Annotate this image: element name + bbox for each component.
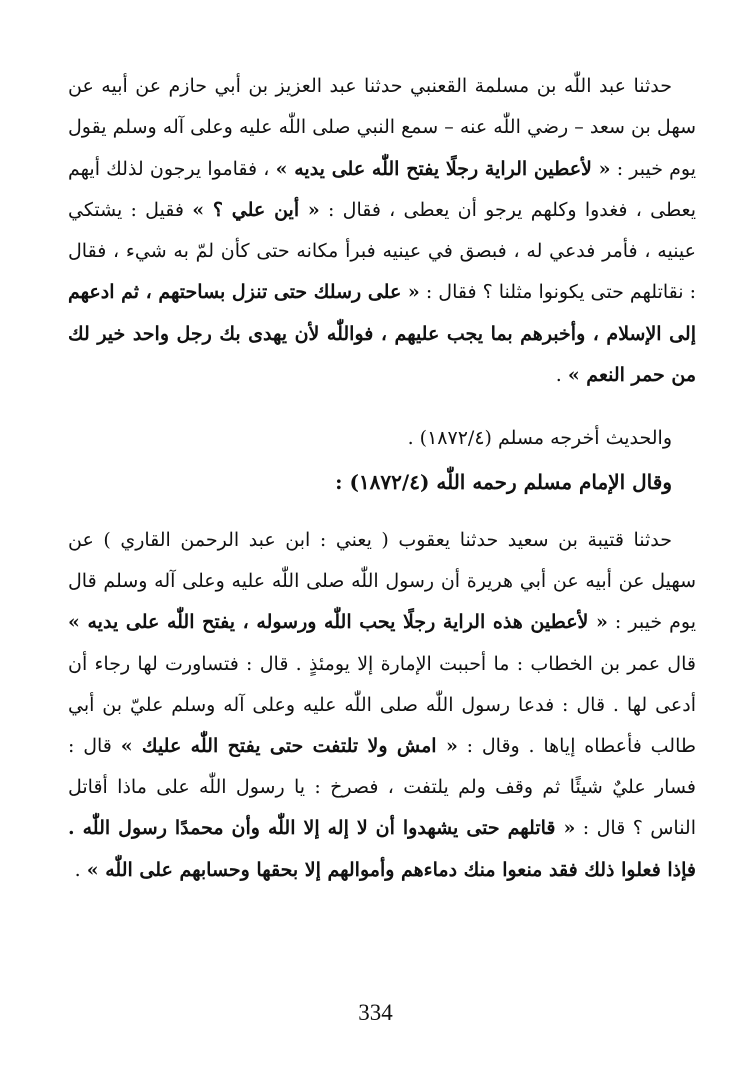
hadith-1-quote-banner: « لأعطين الراية رجلًا يفتح اللّٰه على يديه »	[275, 157, 611, 180]
hadith-1-quote-ali: « أين علي ؟ »	[192, 198, 320, 221]
hadith-1-end: .	[555, 364, 568, 387]
hadith-2-paragraph	[68, 520, 696, 891]
hadith-1-text	[68, 66, 696, 396]
page-number: 334	[358, 1000, 393, 1025]
hadith-1-paragraph	[68, 66, 696, 396]
section-heading: وقال الإمام مسلم رحمه اللّٰه (١٨٧٢/٤) :	[335, 470, 672, 494]
hadith-2-narrative-2: قال : فسار عليٌ شيئًا ثم وقف ولم يلتفت ، فصرخ : يا رسول اللّٰه على ماذا أقاتل الناس ؟ قال :	[68, 735, 696, 840]
hadith-1-reference-note: والحديث أخرجه مسلم (١٨٧٢/٤) .	[407, 427, 672, 449]
hadith-2-text	[68, 520, 696, 891]
hadith-2-quote-fight: « قاتلهم حتى يشهدوا أن لا إله إلا اللّٰه وأن محمدًا رسول اللّٰه . فإذا فعلوا ذلك فقد منعوا منك دماءهم وأموالهم إلا بحقها وحسابهم على اللّٰه »	[68, 817, 696, 881]
hadith-1-chain: حدثنا عبد اللّٰه بن مسلمة القعنبي حدثنا عبد العزيز بن أبي حازم عن أبيه عن سهل بن سعد – رضي اللّٰه عنه – سمع النبي صلى اللّٰه عليه وعلى آله وسلم يقول يوم خيبر :	[68, 75, 697, 180]
hadith-2-narrative-1: قال عمر بن الخطاب : ما أحببت الإمارة إلا يومئذٍ . قال : فتساورت لها رجاء أن أدعى لها . قال : فدعا رسول اللّٰه صلى اللّٰه عليه وعلى آله وسلم عليّ بن أبي طالب فأعطاه إياها . وقال :	[68, 652, 696, 758]
hadith-1-narrative-2: فقيل : يشتكي عينيه ، فأمر فدعي له ، فبصق في عينيه فبرأ مكانه حتى كأن لمّ به شيء ، فقال : نقاتلهم حتى يكونوا مثلنا ؟ فقال :	[68, 198, 696, 304]
hadith-2-end: .	[74, 858, 87, 881]
hadith-2-quote-walk: « امش ولا تلتفت حتى يفتح اللّٰه عليك »	[120, 735, 458, 758]
hadith-2-quote-banner: « لأعطين هذه الراية رجلًا يحب اللّٰه ورسوله ، يفتح اللّٰه على يديه »	[68, 611, 608, 634]
hadith-2-chain: حدثنا قتيبة بن سعيد حدثنا يعقوب ( يعني : ابن عبد الرحمن القاري ) عن سهيل عن أبيه عن أبي هريرة أن رسول اللّٰه صلى اللّٰه عليه وعلى آله وسلم قال يوم خيبر :	[68, 529, 696, 634]
hadith-1-narrative-1: ، فقاموا يرجون لذلك أيهم يعطى ، فغدوا وكلهم يرجو أن يعطى ، فقال :	[68, 157, 696, 221]
hadith-1-quote-instruction: « على رسلك حتى تنزل بساحتهم ، ثم ادعهم إلى الإسلام ، وأخبرهم بما يجب عليهم ، فواللّٰه لأن يهدى بك رجل واحد خير لك من حمر النعم »	[68, 281, 696, 387]
